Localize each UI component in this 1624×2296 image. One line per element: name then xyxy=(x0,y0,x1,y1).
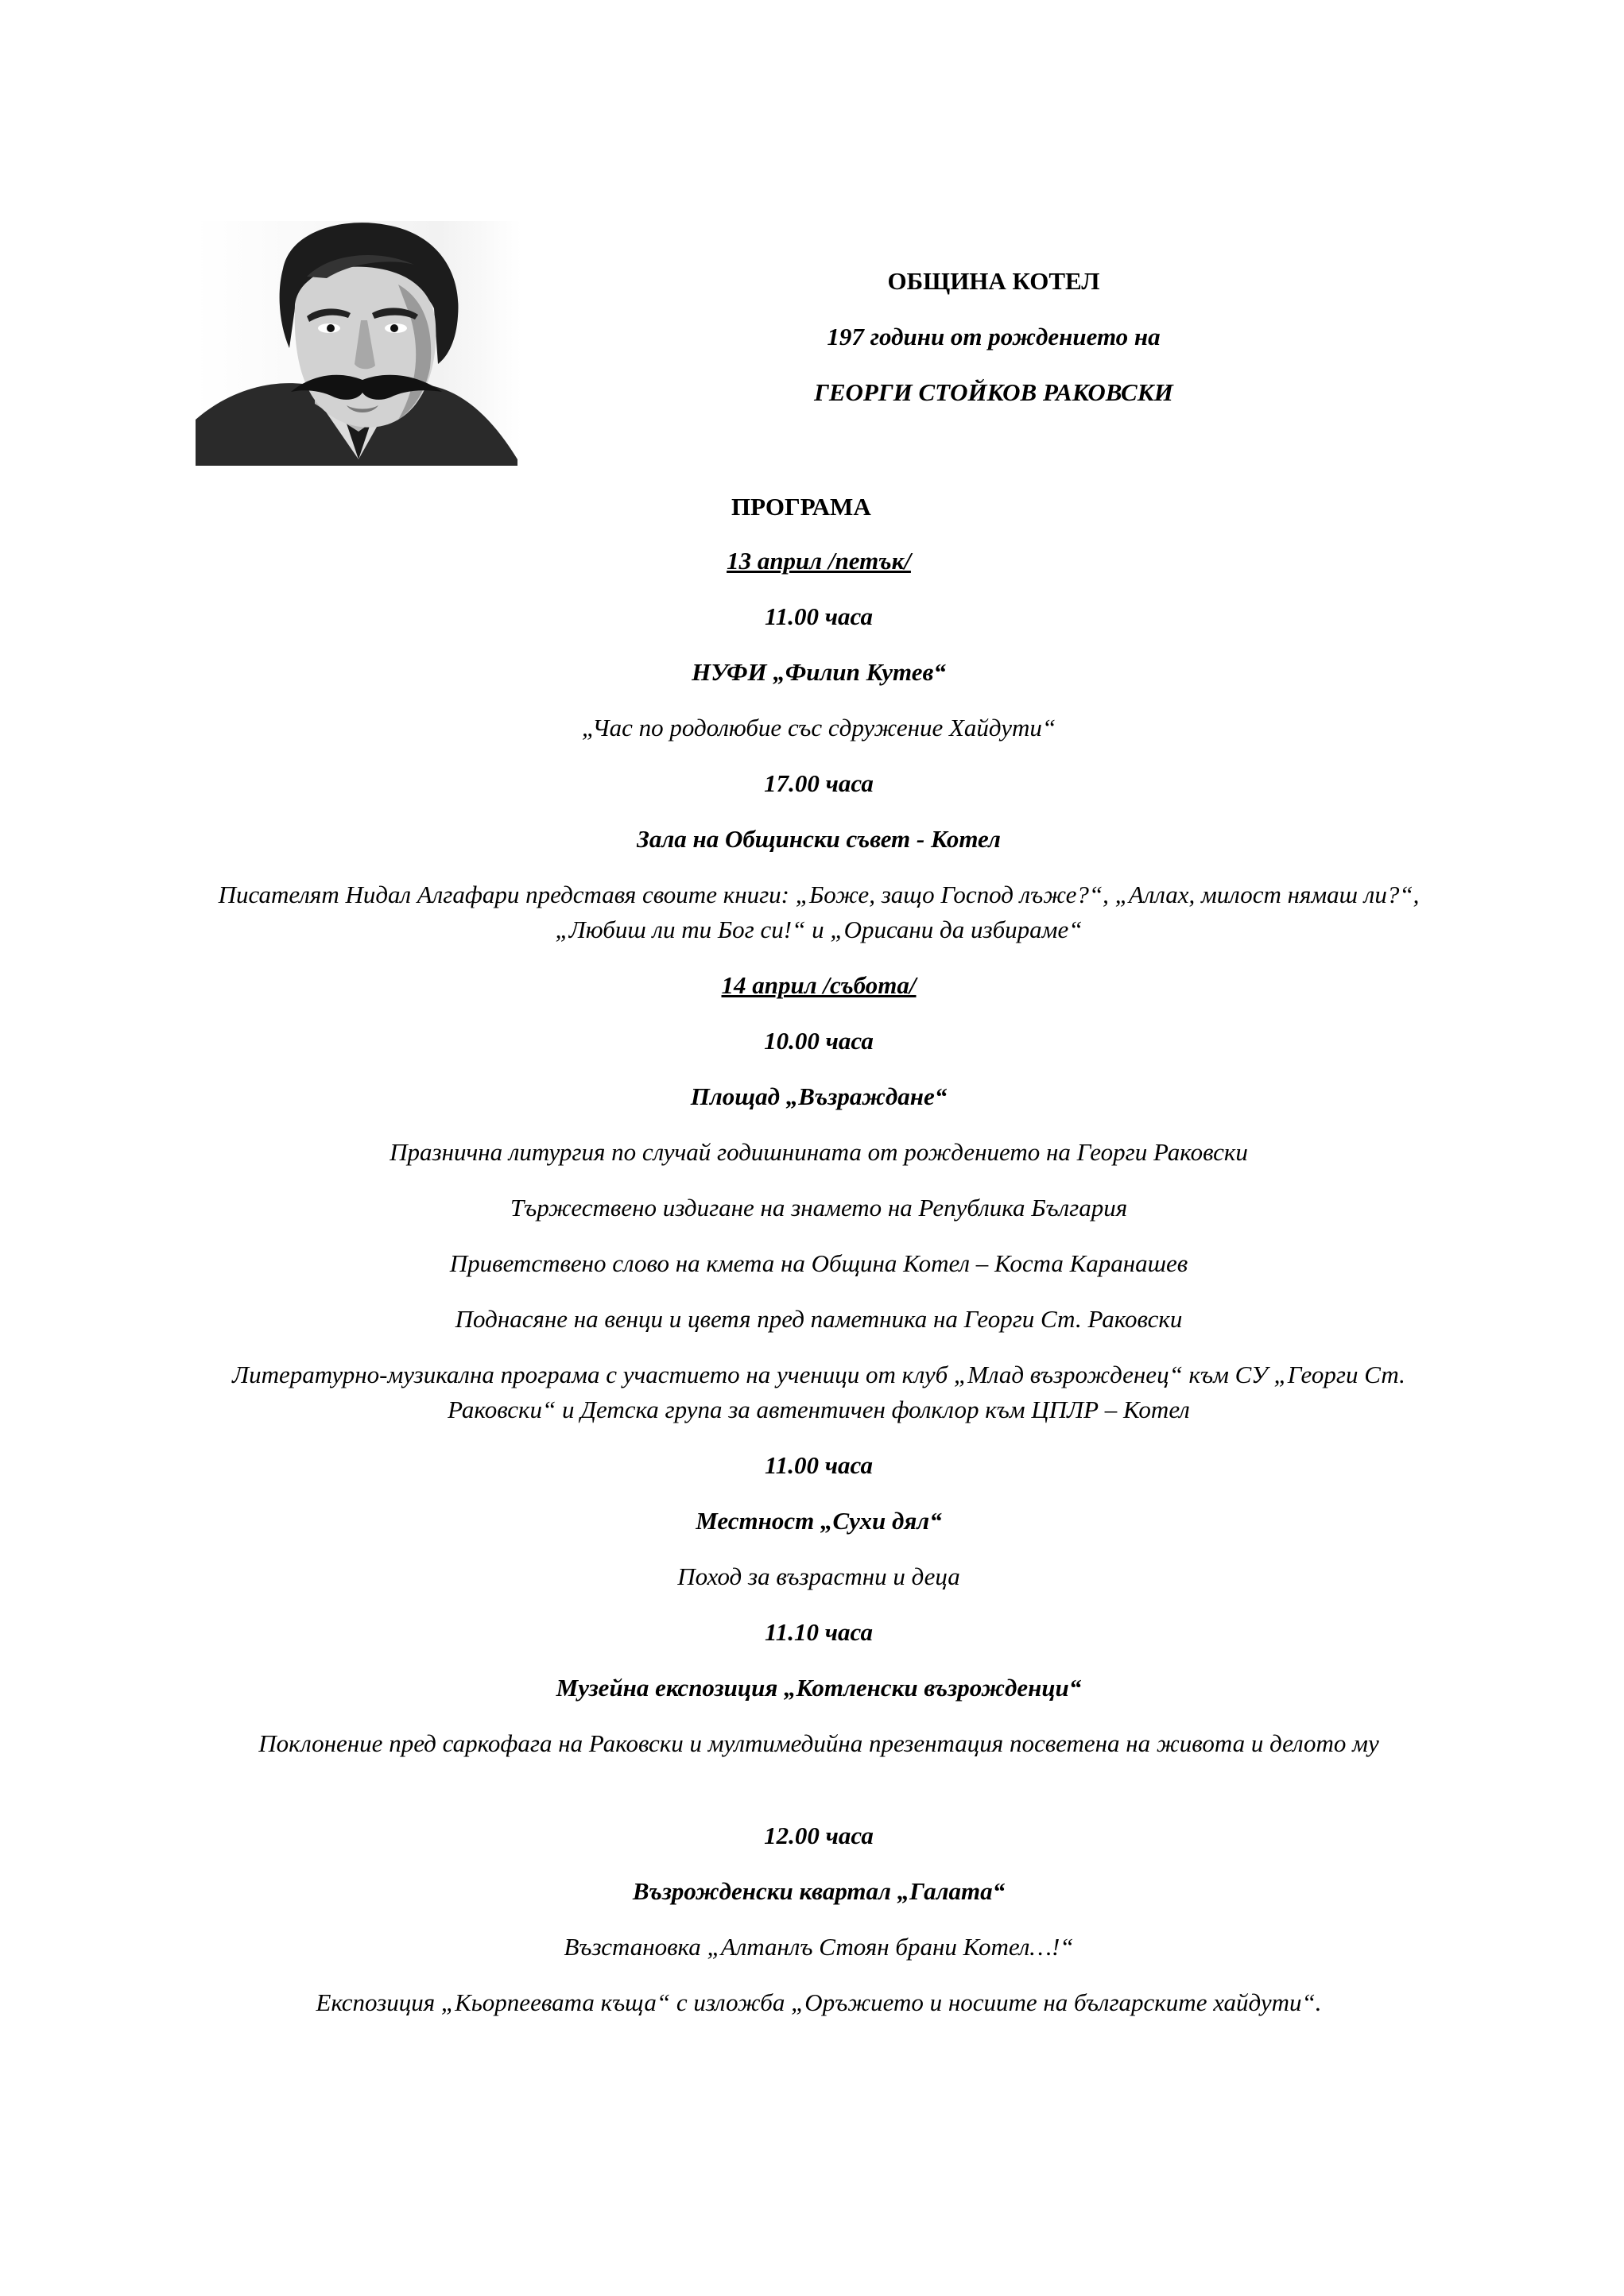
event-venue: НУФИ „Филип Кутев“ xyxy=(692,658,946,686)
event-item: Експозиция „Кьорпеевата къща“ с изложба „Оръжието и носиите на българските хайдути“. xyxy=(316,1988,1322,2016)
honoree-name: ГЕОРГИ СТОЙКОВ РАКОВСКИ xyxy=(814,378,1173,406)
event-time: 11.00 часа xyxy=(764,1451,874,1479)
event-item: Поднасяне на венци и цветя пред паметника на Георги Ст. Раковски xyxy=(455,1305,1183,1333)
event-time: 11.00 часа xyxy=(764,602,874,630)
portrait-image xyxy=(196,221,521,466)
event-venue: Местност „Сухи дял“ xyxy=(696,1507,942,1535)
event-item: Възстановка „Алтанлъ Стоян брани Котел…!“ xyxy=(564,1933,1074,1961)
day-date: 14 април /събота/ xyxy=(721,971,917,999)
event-venue: Площад „Възраждане“ xyxy=(690,1082,948,1110)
event-item: Поход за възрастни и деца xyxy=(677,1562,960,1590)
program-heading: ПРОГРАМА xyxy=(731,493,871,521)
event-time: 10.00 часа xyxy=(764,1027,874,1055)
event-item: Поклонение пред саркофага на Раковски и мултимедийна презентация посветена на живота и делото му xyxy=(258,1729,1379,1757)
document-subtitle: 197 години от рождението на xyxy=(827,323,1161,350)
event-item: Литературно-музикална програма с участието на ученици от клуб „Млад възрожденец“ към СУ „Георги Ст. Раковски“ и Детска група за автентичен фолклор към ЦПЛР – Котел xyxy=(232,1361,1405,1423)
event-item: Тържествено издигане на знамето на Република България xyxy=(510,1194,1128,1222)
event-item: „Час по родолюбие със сдружение Хайдути“ xyxy=(581,714,1056,741)
event-item: Приветствено слово на кмета на Община Котел – Коста Каранашев xyxy=(449,1249,1188,1277)
event-venue: Възрожденски квартал „Галата“ xyxy=(632,1877,1006,1905)
event-venue: Зала на Общински съвет - Котел xyxy=(637,825,1001,853)
event-time: 12.00 часа xyxy=(764,1822,874,1849)
event-venue: Музейна експозиция „Котленски възрожденци“ xyxy=(556,1674,1082,1702)
event-item: Писателят Нидал Алгафари представя своите книги: „Боже, защо Господ лъже?“, „Аллах, милост нямаш ли?“, „Любиш ли ти Бог си!“ и „Орисани да избираме“ xyxy=(218,881,1420,943)
day-date: 13 април /петък/ xyxy=(727,547,911,575)
document-title: ОБЩИНА КОТЕЛ xyxy=(887,267,1100,295)
event-item: Празнична литургия по случай годишнината от рождението на Георги Раковски xyxy=(390,1138,1248,1166)
event-time: 17.00 часа xyxy=(764,769,874,797)
event-time: 11.10 часа xyxy=(764,1618,874,1646)
